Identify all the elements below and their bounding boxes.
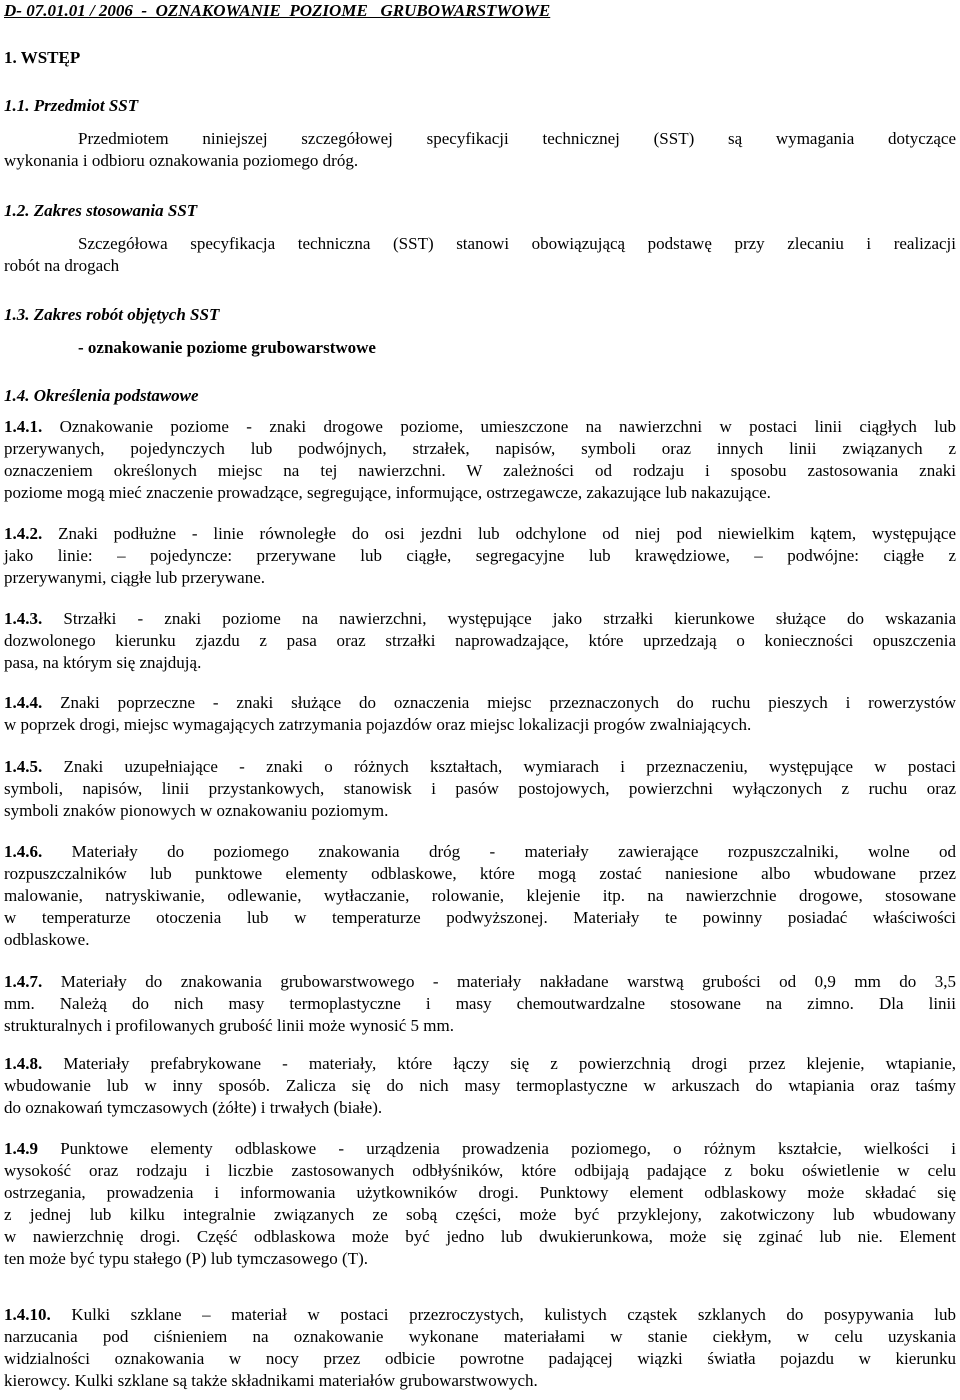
definition-number: 1.4.8. bbox=[4, 1054, 43, 1073]
subsection-heading-definitions: 1.4. Określenia podstawowe bbox=[4, 386, 199, 405]
definition-line bbox=[4, 608, 956, 630]
definition-line: w temperaturze otoczenia lub w temperaturze podwyższonej. Materiały te powinny posiadać właściwości bbox=[4, 908, 956, 927]
definition-paragraph bbox=[4, 756, 956, 822]
definition-number: 1.4.7. bbox=[4, 972, 43, 991]
definition-number: 1.4.4. bbox=[4, 693, 43, 712]
definition-paragraph bbox=[4, 692, 956, 736]
paragraph-scope bbox=[4, 233, 956, 277]
definition-text: Materiały do znakowania grubowarstwowego - materiały nakładane warstwą grubości od 0,9 mm do 3,5 bbox=[42, 972, 956, 991]
definition-text: Strzałki - znaki poziome na nawierzchni, występujące jako strzałki kierunkowe służące do wskazania bbox=[42, 609, 956, 628]
definition-line bbox=[4, 523, 956, 545]
definition-paragraph bbox=[4, 608, 956, 674]
definition-number: 1.4.5. bbox=[4, 757, 43, 776]
definition-number: 1.4.10. bbox=[4, 1305, 51, 1324]
definition-paragraph bbox=[4, 416, 956, 504]
definition-line: przerywanymi, ciągłe lub przerywane. bbox=[4, 568, 266, 587]
paragraph-subject bbox=[4, 128, 956, 172]
definition-line bbox=[4, 841, 956, 863]
definition-paragraph bbox=[4, 523, 956, 589]
definition-line: widzialności oznakowania w nocy przez odbicie powrotne padającej wiązki światła pojazdu w kierunku bbox=[4, 1349, 956, 1368]
definition-paragraph bbox=[4, 1138, 956, 1270]
definition-line: strukturalnych i profilowanych grubość linii może wynosić 5 mm. bbox=[4, 1016, 454, 1035]
definition-line: malowanie, natryskiwanie, odlewanie, wytłaczanie, rolowanie, klejenie itp. na nawierzchnie drogowe, stosowane bbox=[4, 886, 956, 905]
definition-paragraph bbox=[4, 1304, 956, 1392]
definition-number: 1.4.9 bbox=[4, 1139, 38, 1158]
definition-line: rozpuszczalników lub punktowe elementy odblaskowe, które mogą zostać naniesione albo wbudowane przez bbox=[4, 864, 956, 883]
subsection-heading-works: 1.3. Zakres robót objętych SST bbox=[4, 305, 220, 324]
definition-line bbox=[4, 1053, 956, 1075]
definition-line: ten może być typu stałego (P) lub tymczasowego (T). bbox=[4, 1249, 368, 1268]
definition-line bbox=[4, 756, 956, 778]
definition-text: Znaki podłużne - linie równoległe do osi jezdni lub odchylone od niej pod niewielkim kątem, występujące bbox=[42, 524, 956, 543]
definition-line: w poprzek drogi, miejsc wymagających zatrzymania pojazdów oraz miejsc lokalizacji progów zwalniających. bbox=[4, 715, 752, 734]
definition-line: wysokość oraz rodzaju i liczbie zastosowanych odbłyśników, które odbijają padające z boku oświetlenie w celu bbox=[4, 1161, 956, 1180]
definition-line: dozwolonego kierunku zjazdu z pasa oraz strzałki naprowadzające, które uprzedzają o konieczności opuszczenia bbox=[4, 631, 956, 650]
definition-line bbox=[4, 692, 956, 714]
definition-number: 1.4.3. bbox=[4, 609, 43, 628]
paragraph-line: Szczegółowa specyfikacja techniczna (SST) stanowi obowiązującą podstawę przy zlecaniu i realizacji bbox=[78, 234, 956, 253]
definition-line: narzucania pod ciśnieniem na oznakowanie wykonane materiałami w stanie ciekłym, w celu uzyskania bbox=[4, 1327, 956, 1346]
subsection-heading-scope: 1.2. Zakres stosowania SST bbox=[4, 201, 198, 220]
definition-text: Materiały do poziomego znakowania dróg - materiały zawierające rozpuszczalniki, wolne od bbox=[42, 842, 956, 861]
definition-paragraph bbox=[4, 971, 956, 1037]
definition-line bbox=[4, 1304, 956, 1326]
definition-line: symboli znaków pionowych w oznakowaniu poziomym. bbox=[4, 801, 389, 820]
definition-line bbox=[4, 416, 956, 438]
definition-line: jako linie: – pojedyncze: przerywane lub ciągłe, segregacyjne lub krawędziowe, – podwójne: ciągłe z bbox=[4, 546, 956, 565]
definition-line bbox=[4, 1138, 956, 1160]
definition-line bbox=[4, 971, 956, 993]
definition-paragraph bbox=[4, 1053, 956, 1119]
definition-paragraph bbox=[4, 841, 956, 951]
definition-line: kierowcy. Kulki szklane są także składnikami materiałów grubowarstwowych. bbox=[4, 1371, 538, 1390]
works-list-item: - oznakowanie poziome grubowarstwowe bbox=[78, 338, 376, 357]
definition-text: Kulki szklane – materiał w postaci przezroczystych, kulistych cząstek szklanych do posypywania lub bbox=[50, 1305, 956, 1324]
document-title: D- 07.01.01 / 2006 - OZNAKOWANIE POZIOME GRUBOWARSTWOWE bbox=[4, 1, 551, 20]
definition-line: przerywanych, pojedynczych lub podwójnych, strzałek, napisów, symboli oraz innych linii związanych z bbox=[4, 439, 956, 458]
definition-line: wbudowanie lub w inny sposób. Zalicza się do nich masy termoplastyczne w arkuszach do wtapiania oraz taśmy bbox=[4, 1076, 956, 1095]
definition-line: mm. Należą do nich masy termoplastyczne i masy chemoutwardzalne stosowane na zimno. Dla linii bbox=[4, 994, 956, 1013]
definition-number: 1.4.2. bbox=[4, 524, 43, 543]
definition-text: Znaki poprzeczne - znaki służące do oznaczenia miejsc przeznaczonych do ruchu pieszych i rowerzystów bbox=[42, 693, 956, 712]
definition-line: symboli, napisów, linii przystankowych, stanowisk i pasów postojowych, powierzchni wyłączonych z ruchu oraz bbox=[4, 779, 956, 798]
definition-line: do oznakowań tymczasowych (żółte) i trwałych (białe). bbox=[4, 1098, 383, 1117]
paragraph-line: robót na drogach bbox=[4, 256, 120, 275]
definition-line: odblaskowe. bbox=[4, 930, 90, 949]
paragraph-line: wykonania i odbioru oznakowania poziomego dróg. bbox=[4, 151, 359, 170]
definition-line: z jednej lub kilku integralnie związanych ze sobą części, może być przyklejony, zakotwiczony lub wbudowany bbox=[4, 1205, 956, 1224]
definition-line: pasa, na którym się znajdują. bbox=[4, 653, 202, 672]
definition-line: ostrzegania, prowadzenia i informowania użytkowników drogi. Punktowy element odblaskowy może składać się bbox=[4, 1183, 956, 1202]
definition-number: 1.4.1. bbox=[4, 417, 43, 436]
definition-line: oznaczeniem określonych miejsc na tej nawierzchni. W zależności od rodzaju i sposobu zastosowania znaki bbox=[4, 461, 956, 480]
definition-line: poziome mogą mieć znaczenie prowadzące, segregujące, informujące, ostrzegawcze, zakazujące lub nakazujące. bbox=[4, 483, 771, 502]
definition-text: Punktowe elementy odblaskowe - urządzenia prowadzenia poziomego, o różnym kształcie, wielkości i bbox=[38, 1139, 956, 1158]
definition-number: 1.4.6. bbox=[4, 842, 43, 861]
definition-text: Znaki uzupełniające - znaki o różnych kształtach, wymiarach i przeznaczeniu, występujące w postaci bbox=[42, 757, 956, 776]
section-heading-intro: 1. WSTĘP bbox=[4, 48, 81, 67]
definition-text: Oznakowanie poziome - znaki drogowe poziome, umieszczone na nawierzchni w postaci linii ciągłych lub bbox=[42, 417, 956, 436]
paragraph-line: Przedmiotem niniejszej szczegółowej specyfikacji technicznej (SST) są wymagania dotyczące bbox=[78, 129, 956, 148]
definition-text: Materiały prefabrykowane - materiały, które łączy się z powierzchnią drogi przez klejenie, wtapianie, bbox=[42, 1054, 956, 1073]
definition-line: w nawierzchnię drogi. Część odblaskowa może być jedno lub dwukierunkowa, może się zginać lub nie. Element bbox=[4, 1227, 956, 1246]
subsection-heading-subject: 1.1. Przedmiot SST bbox=[4, 96, 139, 115]
